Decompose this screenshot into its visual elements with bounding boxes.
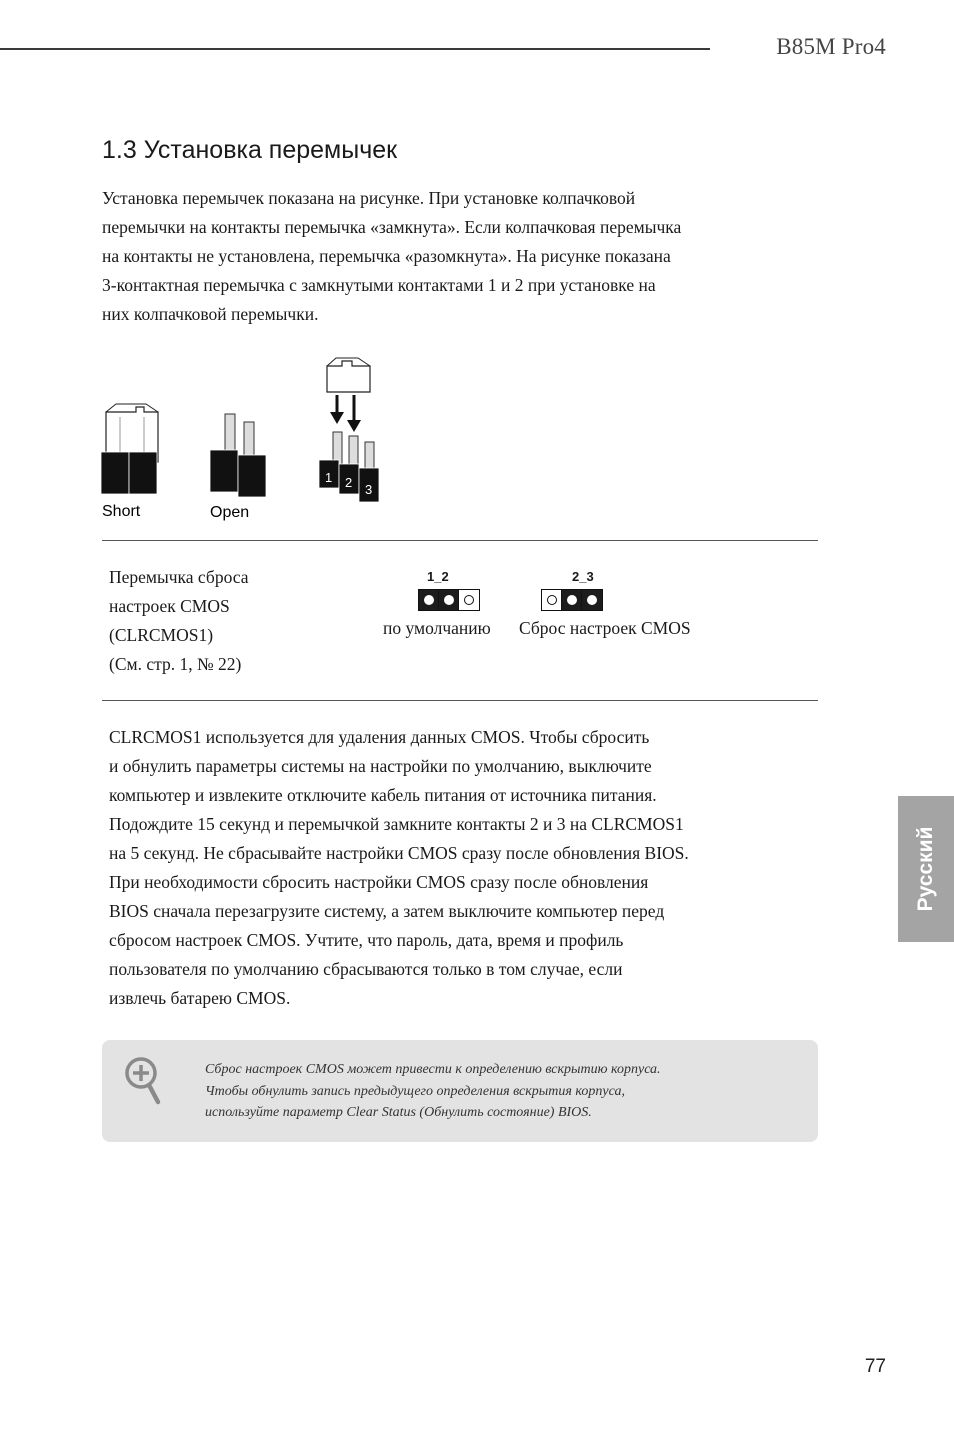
short-jumper [101,404,158,494]
note-line: Чтобы обнулить запись предыдущего определения вскрытия корпуса, [205,1083,625,1099]
description-line: и обнулить параметры системы на настройки по умолчанию, выключите [109,756,652,776]
table-bottom-rule [102,700,818,701]
description-line: компьютер и извлеките отключите кабель питания от источника питания. [109,785,657,805]
pin-number-1: 1 [325,470,333,485]
intro-line: Установка перемычек показана на рисунке. При установке колпачковой [102,188,636,208]
note-text [205,1059,785,1124]
pin-number-3: 3 [365,482,373,497]
description-line: BIOS сначала перезагрузите систему, а затем выключите компьютер перед [109,901,665,921]
page-number: 77 [864,1356,886,1377]
open-jumper [210,414,266,497]
jumper-name [109,563,249,679]
intro-line: перемычки на контакты перемычка «замкнута». Если колпачковая перемычка [102,217,682,237]
setting-caption-reset: Сброс настроек CMOS [519,618,691,638]
pin-closed [439,590,459,610]
intro-line: 3-контактная перемычка с замкнутыми контактами 1 и 2 при установке на [102,275,656,295]
pin-diagram-default [418,589,480,611]
intro-paragraph [102,184,782,329]
description-line: сбросом настроек CMOS. Учтите, что пароль, дата, время и профиль [109,930,624,950]
intro-line: на контакты не установлена, перемычка «разомкнута». На рисунке показана [102,246,671,266]
magnifier-plus-icon [122,1054,166,1108]
description-paragraph [109,723,789,1013]
jumper-name-line: настроек CMOS [109,596,230,616]
pins-label-1-2: 1_2 [427,569,449,584]
description-line: При необходимости сбросить настройки CMOS сразу после обновления [109,872,649,892]
pin-open [459,590,479,610]
note-line: Сброс настроек CMOS может привести к определению вскрытию корпуса. [205,1062,661,1077]
pin-closed [582,590,602,610]
model-name: B85M Pro4 [776,34,886,59]
table-top-rule [102,540,818,541]
description-line: пользователя по умолчанию сбрасываются только в том случае, если [109,959,623,979]
intro-line: них колпачковой перемычки. [102,304,319,324]
short-label: Short [102,503,141,520]
jumper-illustration [96,352,396,527]
description-line: Подождите 15 секунд и перемычкой замкните контакты 2 и 3 на CLRCMOS1 [109,814,684,834]
description-line: извлечь батарею CMOS. [109,988,291,1008]
note-line: используйте параметр Clear Status (Обнулить состояние) BIOS. [205,1105,592,1120]
jumper-name-line: (См. стр. 1, № 22) [109,654,242,674]
language-tab [898,796,954,942]
jumper-name-line: (CLRCMOS1) [109,625,214,645]
pin-diagram-reset [541,589,603,611]
language-tab-label: Русский [914,826,937,912]
section-title: 1.3 Установка перемычек [102,136,398,164]
jumper-name-line: Перемычка сброса [109,567,249,587]
pin-closed [419,590,439,610]
open-label: Open [210,504,250,521]
pins-label-2-3: 2_3 [572,569,594,584]
pin-number-2: 2 [345,475,353,490]
description-line: CLRCMOS1 используется для удаления данных CMOS. Чтобы сбросить [109,727,650,747]
header-rule [0,48,710,50]
pin-open [542,590,562,610]
setting-caption-default: по умолчанию [383,618,491,638]
description-line: на 5 секунд. Не сбрасывайте настройки CMOS сразу после обновления BIOS. [109,843,689,863]
pin-closed [562,590,582,610]
